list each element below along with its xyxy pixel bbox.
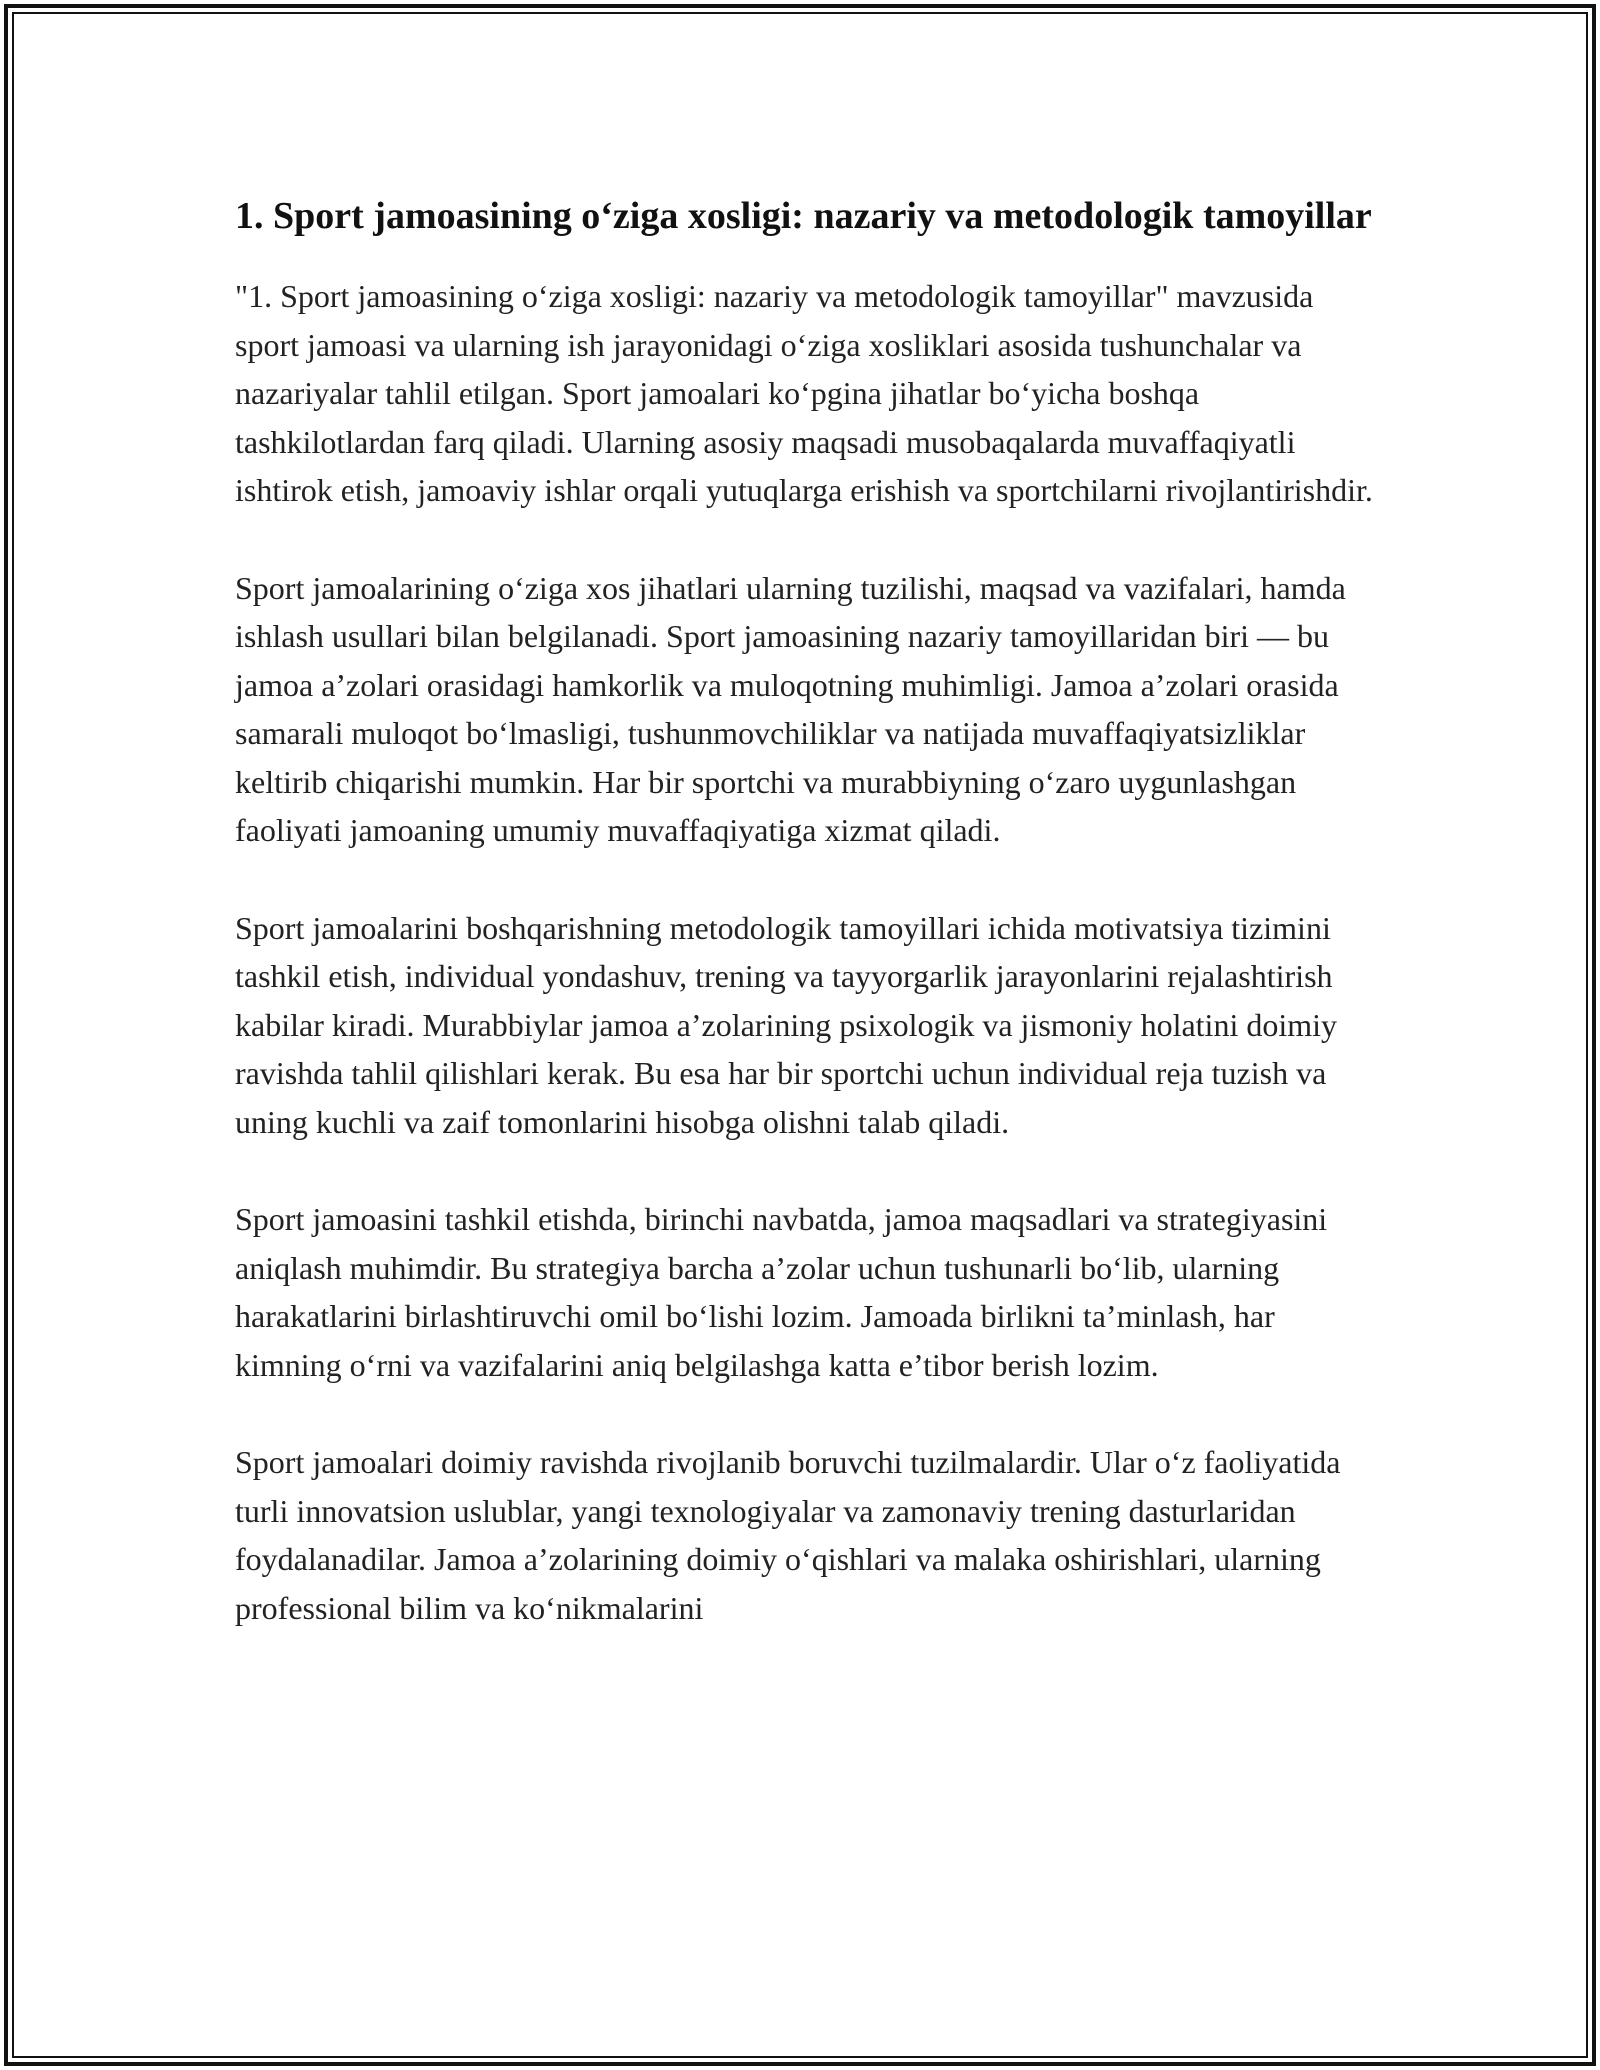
paragraph-3: Sport jamoalarini boshqarishning metodologik tamoyillari ichida motivatsiya tizimini tashkil etish, individual yondashuv, trening va tayyorgarlik jarayonlarini rejalashtirish kabilar kiradi. Murabbiylar jamoa a’zolarining psixologik va jismoniy holatini doimiy ravishda tahlil qilishlari kerak. Bu esa har bir sportchi uchun individual reja tuzish va uning kuchli va zaif tomonlarini hisobga olishni talab qiladi. xyxy=(235,909,1337,1140)
paragraph-2: Sport jamoalarining o‘ziga xos jihatlari ularning tuzilishi, maqsad va vazifalari, hamda ishlash usullari bilan belgilanadi. Sport jamoasining nazariy tamoyillaridan biri — bu jamoa a’zolari orasidagi hamkorlik va muloqotning muhimligi. Jamoa a’zolari orasida samarali muloqot bo‘lmasligi, tushunmovchiliklar va natijada muvaffaqiyatsizliklar keltirib chiqarishi mumkin. Har bir sportchi va murabbiyning o‘zaro uygunlashgan faoliyati jamoaning umumiy muvaffaqiyatiga xizmat qiladi. xyxy=(235,569,1346,848)
document-body xyxy=(235,188,1375,1681)
paragraph-4: Sport jamoasini tashkil etishda, birinchi navbatda, jamoa maqsadlari va strategiyasini aniqlash muhimdir. Bu strategiya barcha a’zolar uchun tushunarli bo‘lib, ularning harakatlarini birlashtiruvchi omil bo‘lishi lozim. Jamoada birlikni ta’minlash, har kimning o‘rni va vazifalarini aniq belgilashga katta e’tibor berish lozim. xyxy=(235,1201,1328,1383)
paragraph-5: Sport jamoalari doimiy ravishda rivojlanib boruvchi tuzilmalardir. Ular o‘z faoliyatida turli innovatsion uslublar, yangi texnologiyalar va zamonaviy trening dasturlaridan foydalanadilar. Jamoa a’zolarining doimiy o‘qishlari va malaka oshirishlari, ularning professional bilim va ko‘nikmalarini xyxy=(235,1444,1341,1626)
section-heading: 1. Sport jamoasining o‘ziga xosligi: nazariy va metodologik tamoyillar xyxy=(235,195,1372,237)
paragraph-1: "1. Sport jamoasining o‘ziga xosligi: nazariy va metodologik tamoyillar" mavzusida sport jamoasi va ularning ish jarayonidagi o‘ziga xosliklari asosida tushunchalar va nazariyalar tahlil etilgan. Sport jamoalari ko‘pgina jihatlar bo‘yicha boshqa tashkilotlardan farq qiladi. Ularning asosiy maqsadi musobaqalarda muvaffaqiyatli ishtirok etish, jamoaviy ishlar orqali yutuqlarga erishish va sportchilarni rivojlantirishdir. xyxy=(235,278,1373,508)
